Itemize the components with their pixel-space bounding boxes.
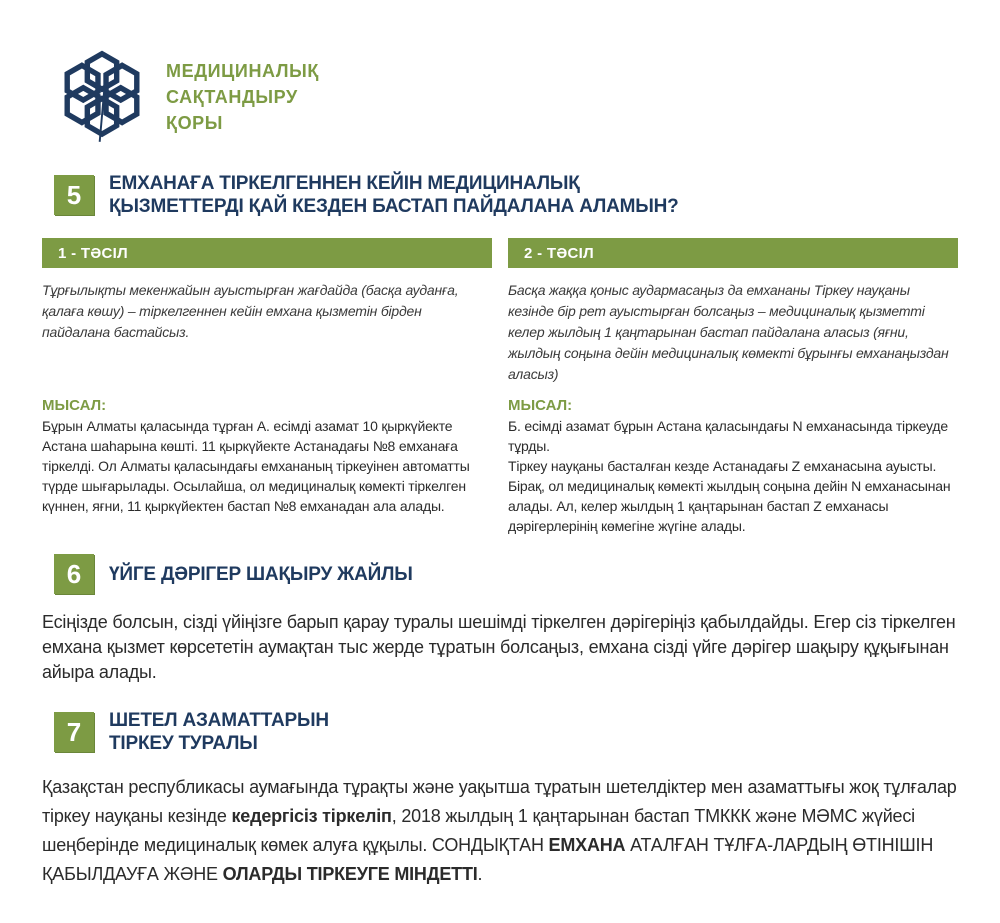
column-method-1 xyxy=(42,238,492,536)
section6-number-badge: 6 xyxy=(54,554,94,594)
section7-body-segment-bold: кедергісіз тіркеліп xyxy=(231,806,392,826)
section7-body xyxy=(42,773,958,889)
section7-body-segment-bold: ОЛАРДЫ ТІРКЕУГЕ МІНДЕТТІ xyxy=(222,864,478,884)
section5-title-line2: ҚЫЗМЕТТЕРДІ ҚАЙ КЕЗДЕН БАСТАП ПАЙДАЛАНА АЛАМЫН? xyxy=(109,196,679,217)
method2-example-paragraph: Б. есімді азамат бұрын Астана қаласындағы N емханасында тіркеуде тұрды. xyxy=(508,418,948,454)
section7-number-badge: 7 xyxy=(54,712,94,752)
method2-example-paragraph: Бірақ, ол медициналық көмекті жылдың соңына дейін N емханасынан алады. Ал, келер жылдың 1 қаңтарынан бастап Z емханасы дәрігерлерінің көмегіне жүгіне алады. xyxy=(508,478,951,534)
method1-example xyxy=(42,396,492,516)
method2-example xyxy=(508,396,958,536)
section7-title-line2: ТІРКЕУ ТУРАЛЫ xyxy=(109,733,258,754)
section7-title-line1: ШЕТЕЛ АЗАМАТТАРЫН xyxy=(109,710,329,731)
section7-body-segment: АТАЛҒАН ТҰЛҒА-ЛАРДЫҢ ӨТІНІШІН ҚАБЫЛДАУҒА ЖӘНЕ xyxy=(42,835,934,884)
knot-flower-icon xyxy=(54,46,150,148)
section7-body-segment-bold: ЕМХАНА xyxy=(548,835,626,855)
logo-line: МЕДИЦИНАЛЫҚ xyxy=(166,61,319,81)
section7-body-segment: , 2018 жылдың 1 қаңтарынан бастап ТМККК және МӘМС жүйесі шеңберінде медициналық көмек алуға құқылы. СОНДЫҚТАН xyxy=(42,806,915,855)
section5-number-badge: 5 xyxy=(54,175,94,215)
section7-body-segment: Қазақстан республикасы аумағында тұрақты және уақытша тұратын шетелдіктер мен азаматтығы жоқ тұлғалар тіркеу науқаны кезінде xyxy=(42,777,957,826)
logo-line: САҚТАНДЫРУ xyxy=(166,87,298,107)
logo-line: ҚОРЫ xyxy=(166,113,224,133)
comparison-columns xyxy=(42,238,958,536)
section7-body-segment: . xyxy=(477,864,483,884)
method1-header-bar: 1 - ТӘСІЛ xyxy=(42,238,492,268)
logo xyxy=(54,46,958,148)
method2-example-paragraph: Тіркеу науқаны басталған кезде Астанадағы Z емханасына ауысты. xyxy=(508,458,937,474)
method1-example-text: Бұрын Алматы қаласында тұрған А. есімді азамат 10 қыркүйекте Астана шаһарына көшті. 11 қыркүйекте Астанадағы №8 емханаға тіркелді. Ол Алматы қаласындағы емхананың тіркеуінен автоматты түрде шығарылады. Осылайша, ол медициналық көмекті тіркелген күннен, яғни, 11 қыркүйектен бастап №8 емханадан ала алады. xyxy=(42,418,470,514)
section7-header xyxy=(54,709,958,755)
method1-intro: Тұрғылықты мекенжайын ауыстырған жағдайда (басқа ауданға, қалаға көшу) – тіркелгеннен кейін емхана қызметін бірден пайдалана бастайсыз. xyxy=(42,282,459,340)
section5-title-line1: ЕМХАНАҒА ТІРКЕЛГЕННЕН КЕЙІН МЕДИЦИНАЛЫҚ xyxy=(109,173,580,194)
logo-wordmark xyxy=(166,58,319,136)
section5-title xyxy=(109,172,679,218)
method2-example-label: МЫСАЛ: xyxy=(508,397,573,414)
section5-header xyxy=(54,172,958,218)
method2-intro: Басқа жаққа қоныс аудармасаңыз да емхананы Тіркеу науқаны кезінде бір рет ауыстырған болсаңыз – медициналық қызметті келер жылдың 1 қаңтарынан бастап пайдалана аласыз (яғни, жылдың соңына дейін медициналық көмекті бұрынғы емханаңыздан аласыз) xyxy=(508,282,949,382)
column-method-2 xyxy=(508,238,958,536)
section6-body: Есіңізде болсын, сізді үйіңізге барып қарау туралы шешімді тіркелген дәрігеріңіз қабылдайды. Егер сіз тіркелген емхана қызмет көрсететін аумақтан тыс жерде тұратын болсаңыз, емхана сізді үйге дәрігер шақыру құқығынан айыра алады. xyxy=(42,612,956,682)
section6-header xyxy=(54,554,958,594)
method1-example-label: МЫСАЛ: xyxy=(42,397,107,414)
section6-title: ҮЙГЕ ДӘРІГЕР ШАҚЫРУ ЖАЙЛЫ xyxy=(109,563,413,585)
method2-header-bar: 2 - ТӘСІЛ xyxy=(508,238,958,268)
section7-title xyxy=(109,709,329,755)
